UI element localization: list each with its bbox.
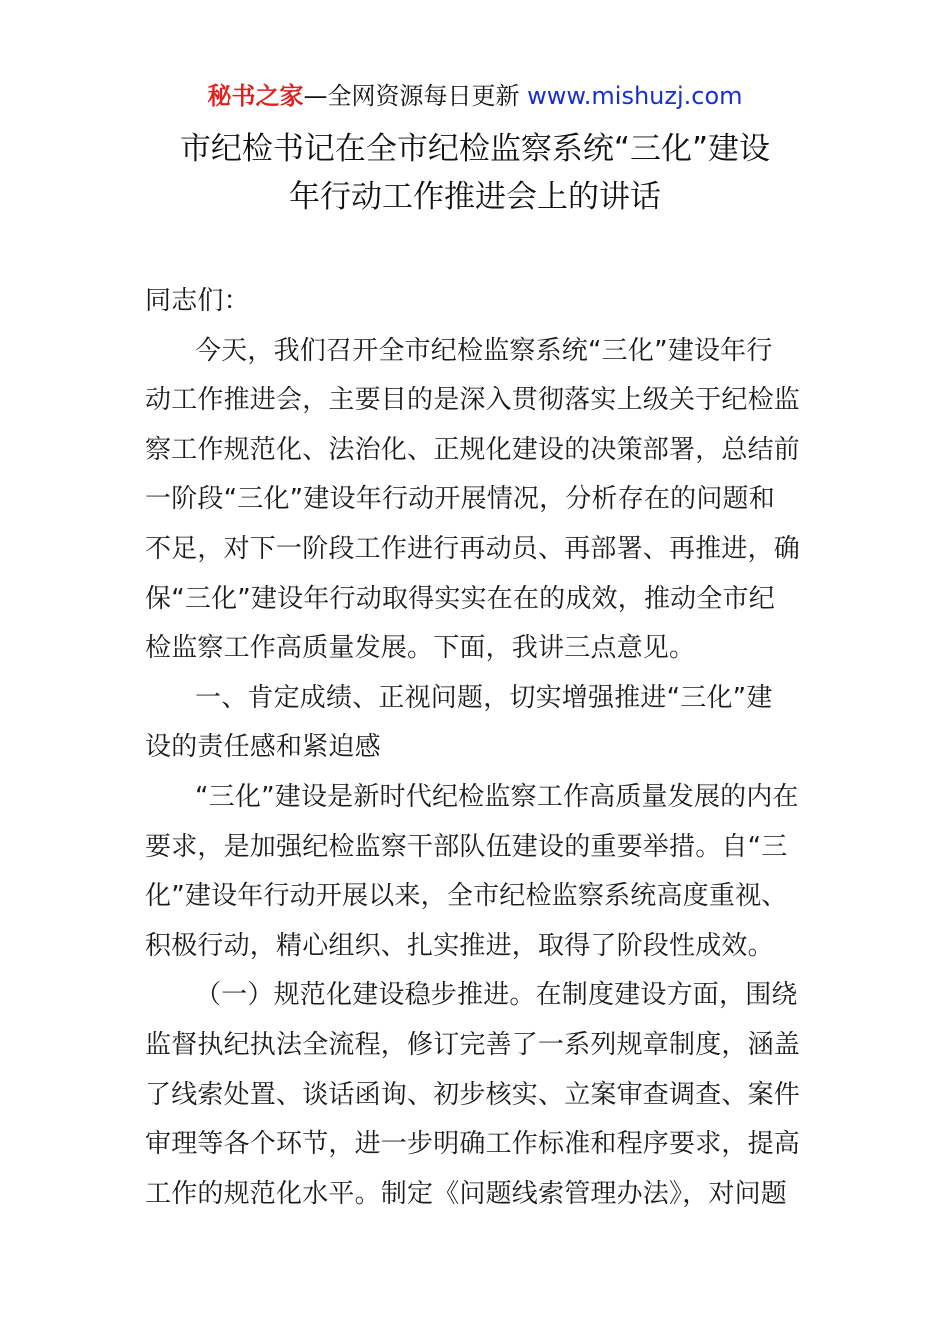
paragraph-line: 今天，我们召开全市纪检监察系统“三化”建设年行: [195, 335, 773, 366]
header-tagline: —全网资源每日更新: [303, 82, 528, 110]
paragraph-line: 审理等各个环节，进一步明确工作标准和程序要求，提高: [145, 1129, 801, 1160]
paragraph-line: 了线索处置、谈话函询、初步核实、立案审查调查、案件: [145, 1079, 801, 1110]
paragraph-line: 工作的规范化水平。制定《问题线索管理办法》，对问题: [145, 1178, 788, 1209]
paragraph-line: 化”建设年行动开展以来，全市纪检监察系统高度重视、: [145, 881, 788, 912]
paragraph-line: （一）规范化建设稳步推进。在制度建设方面，围绕: [195, 980, 798, 1011]
document-title-line-2: 年行动工作推进会上的讲话: [289, 179, 661, 215]
paragraph-line: 保“三化”建设年行动取得实实在在的成效，推动全市纪: [145, 583, 775, 614]
section-heading-line: 一、肯定成绩、正视问题，切实增强推进“三化”建: [195, 682, 773, 713]
site-url-link[interactable]: www.mishuzj.com: [527, 82, 743, 110]
site-header: [0, 80, 950, 112]
paragraph-line: “三化”建设是新时代纪检监察工作高质量发展的内在: [195, 781, 799, 812]
paragraph-line: 监督执纪执法全流程，修订完善了一系列规章制度，涵盖: [145, 1029, 801, 1060]
paragraph-line: 检监察工作高质量发展。下面，我讲三点意见。: [145, 633, 696, 664]
salutation: 同志们：: [145, 286, 250, 316]
paragraph-line: 动工作推进会，主要目的是深入贯彻落实上级关于纪检监: [145, 385, 801, 416]
paragraph-line: 一阶段“三化”建设年行动开展情况，分析存在的问题和: [145, 484, 775, 515]
paragraph-line: 要求，是加强纪检监察干部队伍建设的重要举措。自“三: [145, 831, 788, 862]
paragraph-line: 积极行动，精心组织、扎实推进，取得了阶段性成效。: [145, 930, 774, 961]
paragraph-line: 察工作规范化、法治化、正规化建设的决策部署，总结前: [145, 434, 801, 465]
paragraph-line: 不足，对下一阶段工作进行再动员、再部署、再推进，确: [145, 533, 801, 564]
document-title-line-1: 市纪检书记在全市纪检监察系统“三化”建设: [179, 131, 771, 167]
section-heading-line: 设的责任感和紧迫感: [145, 732, 381, 763]
brand-name: 秘书之家: [207, 82, 304, 110]
document-body: [145, 277, 810, 1219]
